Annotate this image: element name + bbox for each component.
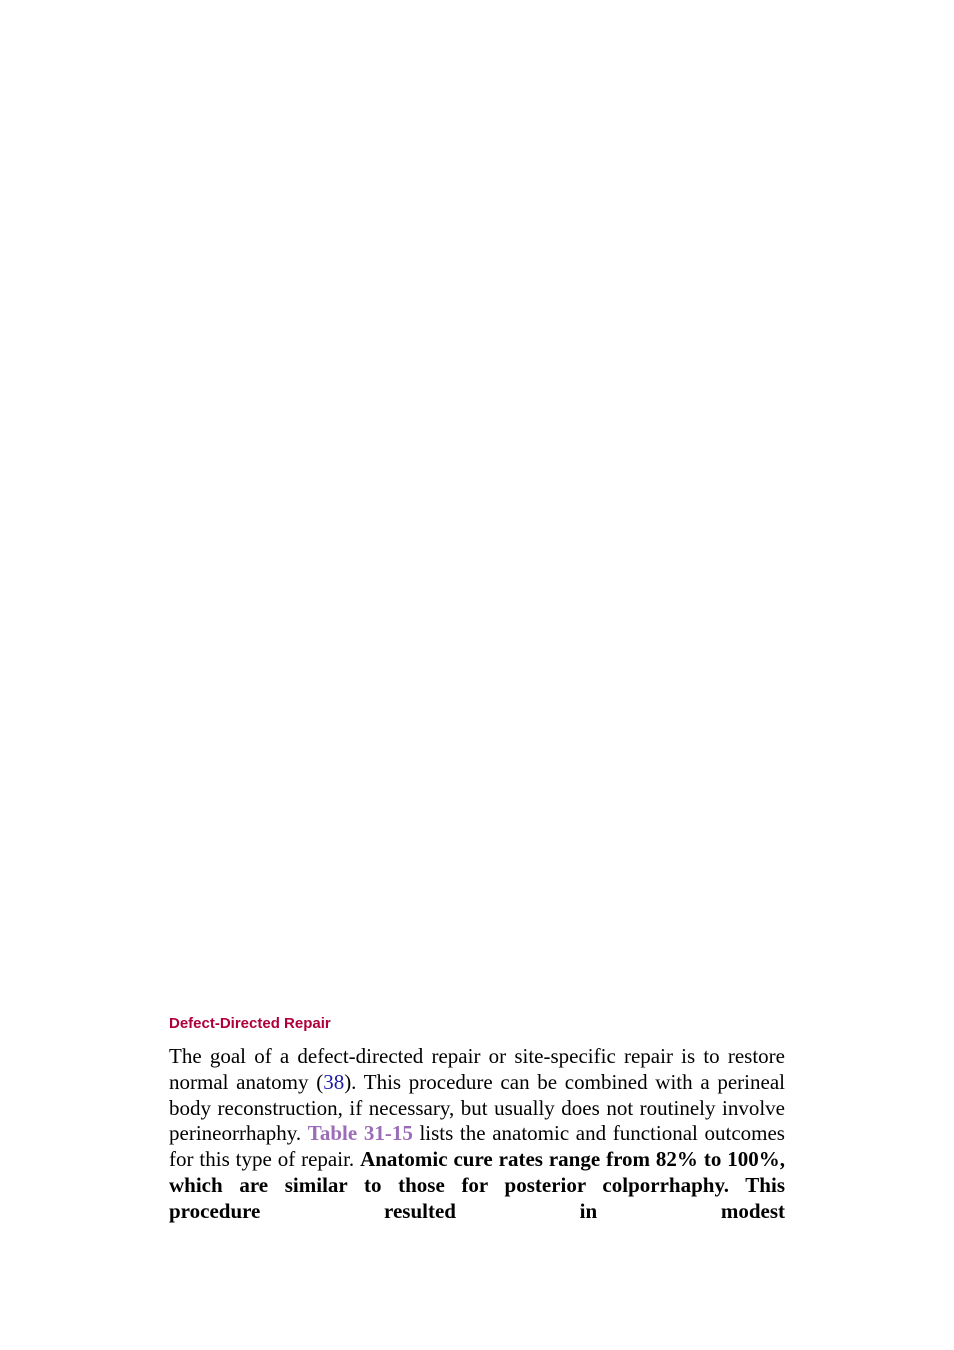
table-31-15-link[interactable]: Table 31-15	[307, 1121, 413, 1146]
paragraph-text-3: lists the anatomic and functional outcomes for this type of repair.	[169, 1121, 785, 1172]
reference-link-38[interactable]: 38	[323, 1069, 345, 1094]
paragraph-text-1: The goal of a defect-directed repair or site-specific repair is to restore normal anatomy (	[169, 1044, 785, 1094]
paragraph-bold-text: Anatomic cure rates range from 82% to 100%, which are similar to those for posterior colporrhaphy. This procedure resulted in modest	[169, 1147, 785, 1223]
defect-directed-repair-section	[169, 1014, 785, 1225]
body-paragraph	[169, 1044, 785, 1225]
paragraph-text-2: ). This procedure can be combined with a perineal body reconstruction, if necessary, but usually does not routinely involve perineorrhaphy.	[169, 1069, 785, 1146]
section-heading: Defect-Directed Repair	[169, 1015, 331, 1032]
